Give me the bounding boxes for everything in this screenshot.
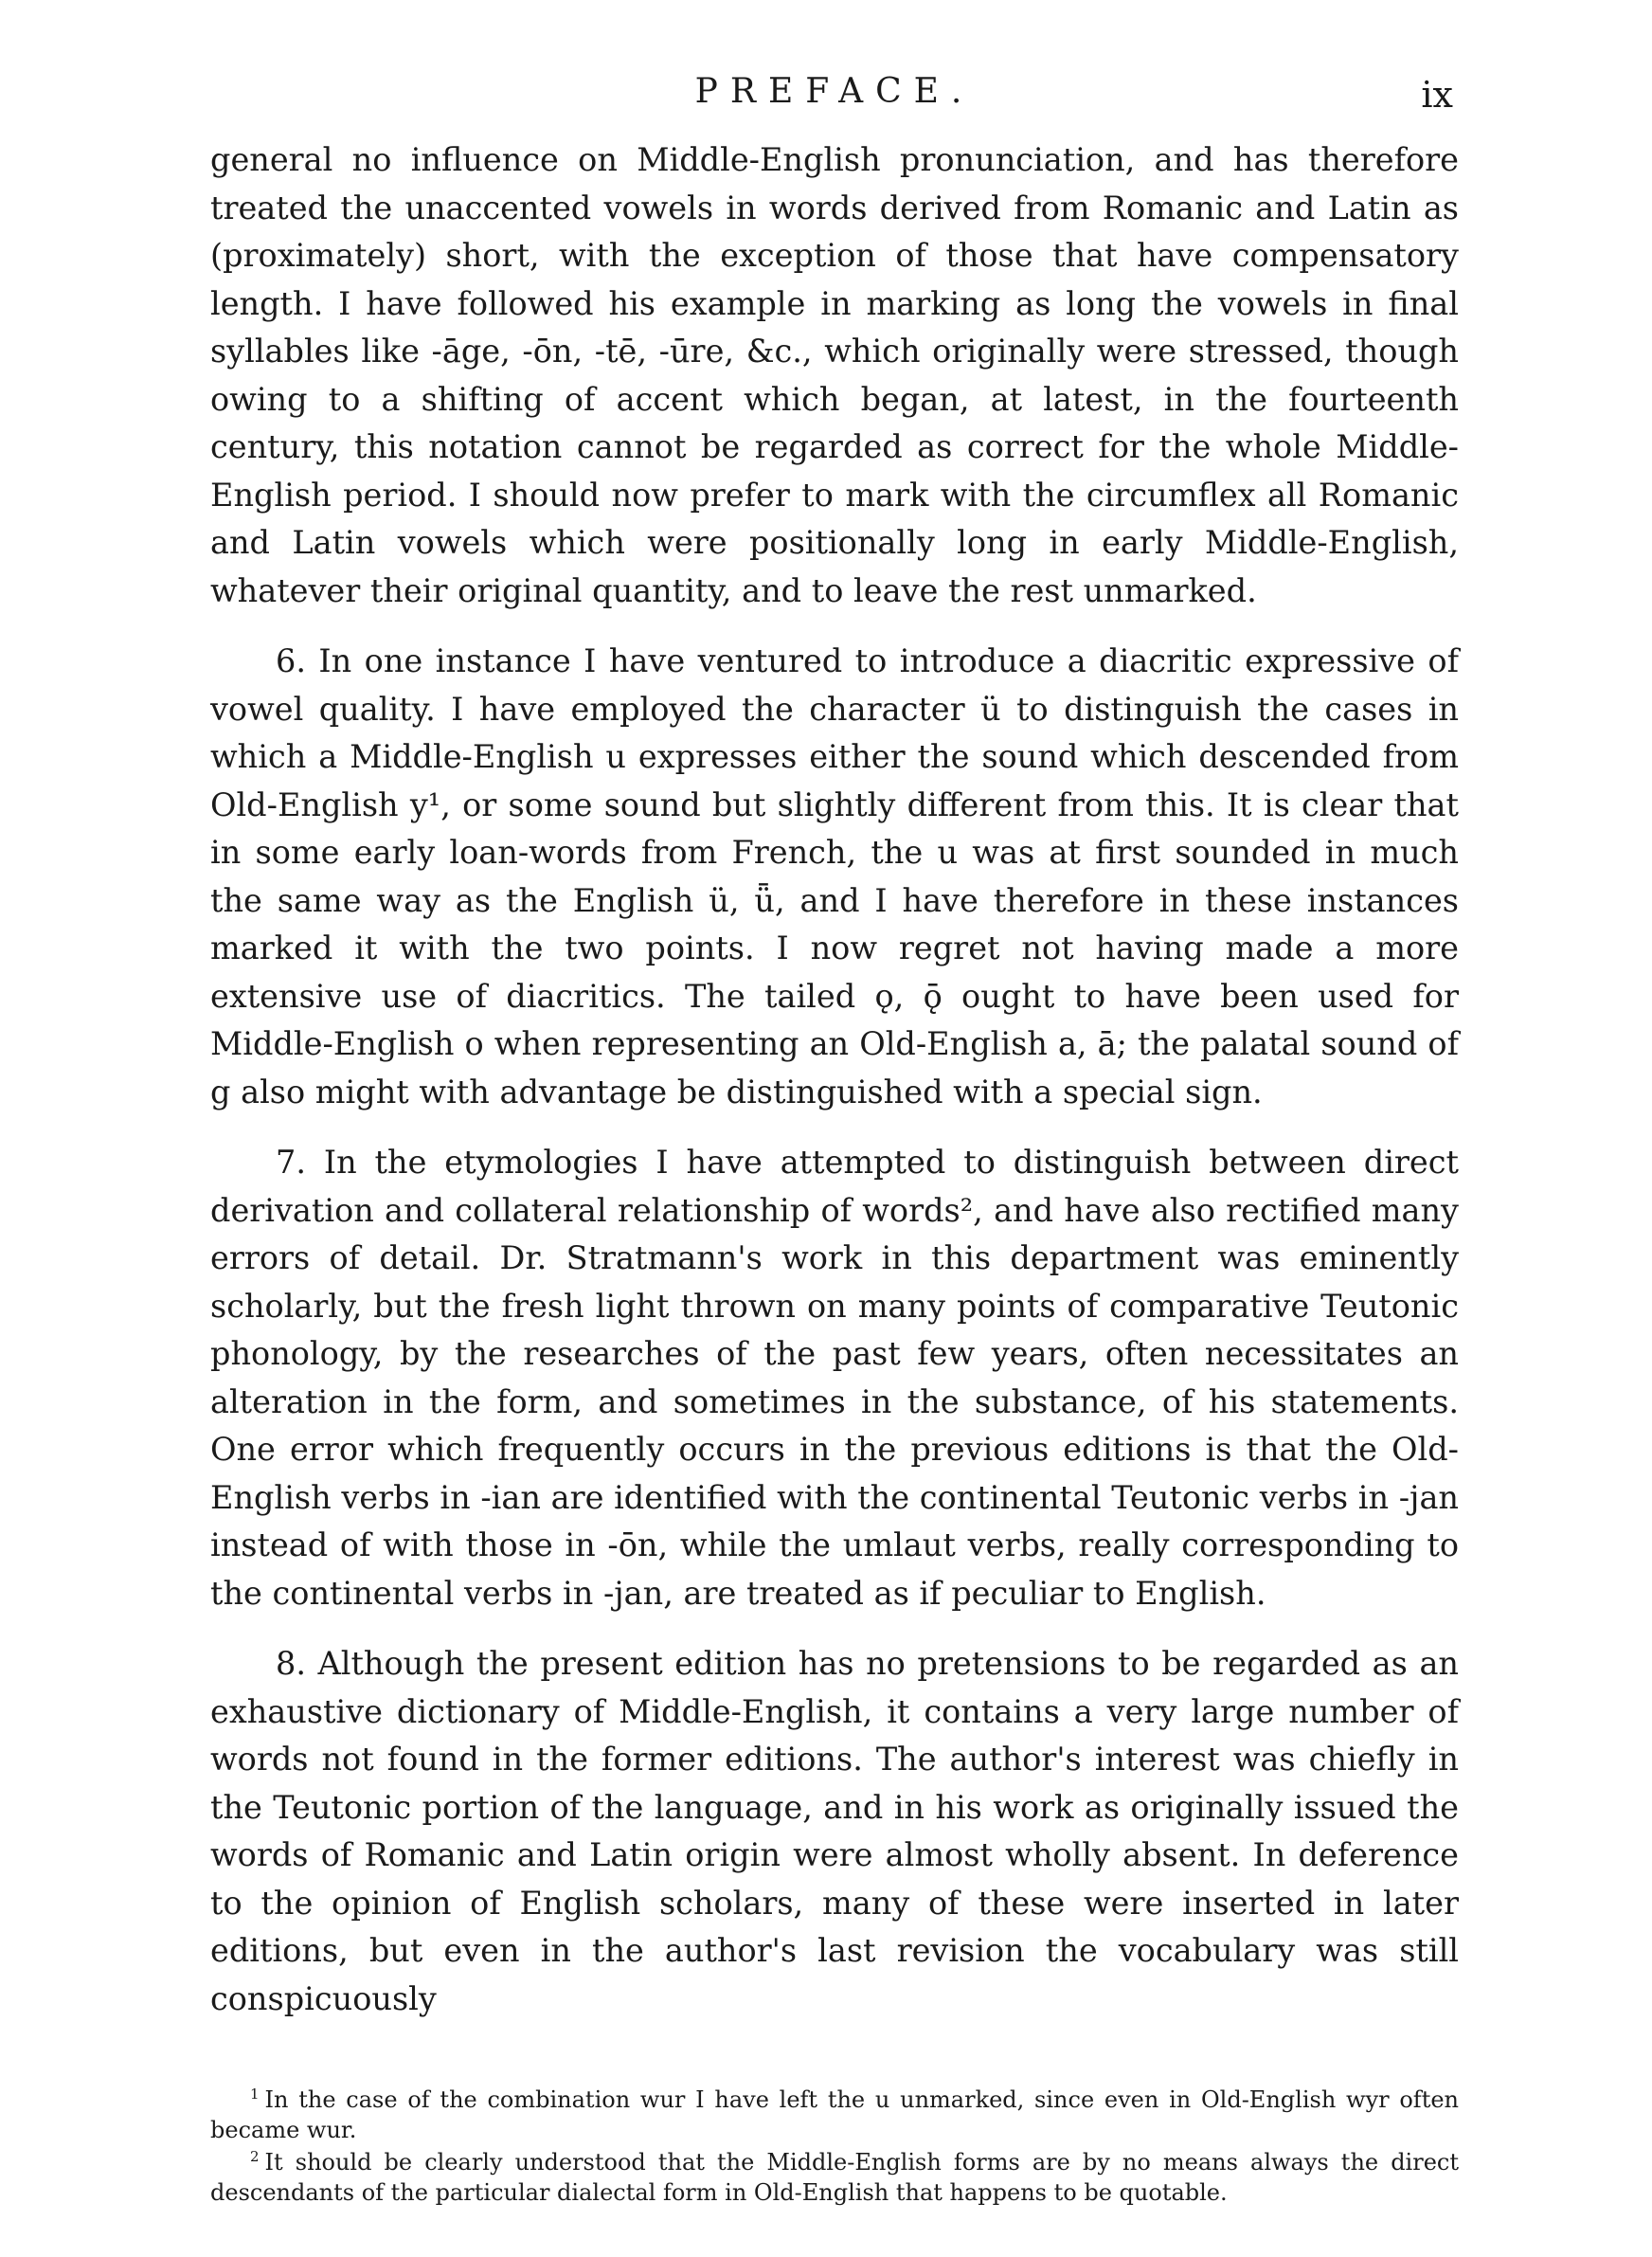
paragraph-7-etymologies: 7. In the etymologies I have attempted to distinguish between direct derivation and collateral relationship of words², and have also rectified many errors of detail. Dr. Stratmann's work in this department was eminently scholarly, but the fresh light thrown on many points of comparative Teutonic phonology, by the researches of the past few years, often necessitates an alteration in the form, and sometimes in the substance, of his statements. One error which frequently occurs in the previous editions is that the Old-English verbs in -ian are identified with the continental Teutonic verbs in -jan instead of with those in -ōn, while the umlaut verbs, really corresponding to the continental verbs in -jan, are treated as if peculiar to English.: [210, 1144, 1459, 1612]
footnote-mark: 1: [250, 2085, 260, 2103]
paragraph-6-diacritics: 6. In one instance I have ventured to introduce a diacritic expressive of vowel quality. I have employed the character ü to distinguish the cases in which a Middle-English u expresses either the sound which descended from Old-English y¹, or some sound but slightly different from this. It is clear that in some early loan-words from French, the u was at first sounded in much the same way as the English ü, ǖ, and I have therefore in these instances marked it with the two points. I now regret not having made a more extensive use of diacritics. The tailed ǫ, ǭ ought to have been used for Middle-English o when representing an Old-English a, ā; the palatal sound of g also might with advantage be distinguished with a special sign.: [210, 642, 1459, 1110]
body-text: [210, 136, 1459, 2023]
running-title: PREFACE.: [694, 72, 975, 111]
footnote-text: It should be clearly understood that the Middle-English forms are by no means always the direct descendants of the particular dialectal form in Old-English that happens to be quotable.: [210, 2149, 1459, 2206]
footnote: [210, 2147, 1459, 2208]
page-header: [210, 68, 1459, 125]
footnote-mark: 2: [250, 2148, 260, 2165]
paragraph-8-vocabulary: 8. Although the present edition has no pretensions to be regarded as an exhaustive dictionary of Middle-English, it contains a very large number of words not found in the former editions. The author's interest was chiefly in the Teutonic portion of the language, and in his work as originally issued the words of Romanic and Latin origin were almost wholly absent. In deference to the opinion of English scholars, many of these were inserted in later editions, but even in the author's last revision the vocabulary was still conspicuously: [210, 1645, 1459, 2017]
paragraph-continued: general no influence on Middle-English pronunciation, and has therefore treated the unaccented vowels in words derived from Romanic and Latin as (proximately) short, with the exception of those that have compensatory length. I have followed his example in marking as long the vowels in final syllables like -āge, -ōn, -tē, -ūre, &c., which originally were stressed, though owing to a shifting of accent which began, at latest, in the fourteenth century, this notation cannot be regarded as correct for the whole Middle-English period. I should now prefer to mark with the circumflex all Romanic and Latin vowels which were positionally long in early Middle-English, whatever their original quantity, and to leave the rest unmarked.: [210, 141, 1459, 609]
footnotes: [210, 2085, 1459, 2208]
page-number: ix: [1421, 74, 1453, 116]
footnote-text: In the case of the combination wur I have left the u unmarked, since even in Old-English wyr often became wur.: [210, 2086, 1459, 2143]
footnote: [210, 2085, 1459, 2145]
